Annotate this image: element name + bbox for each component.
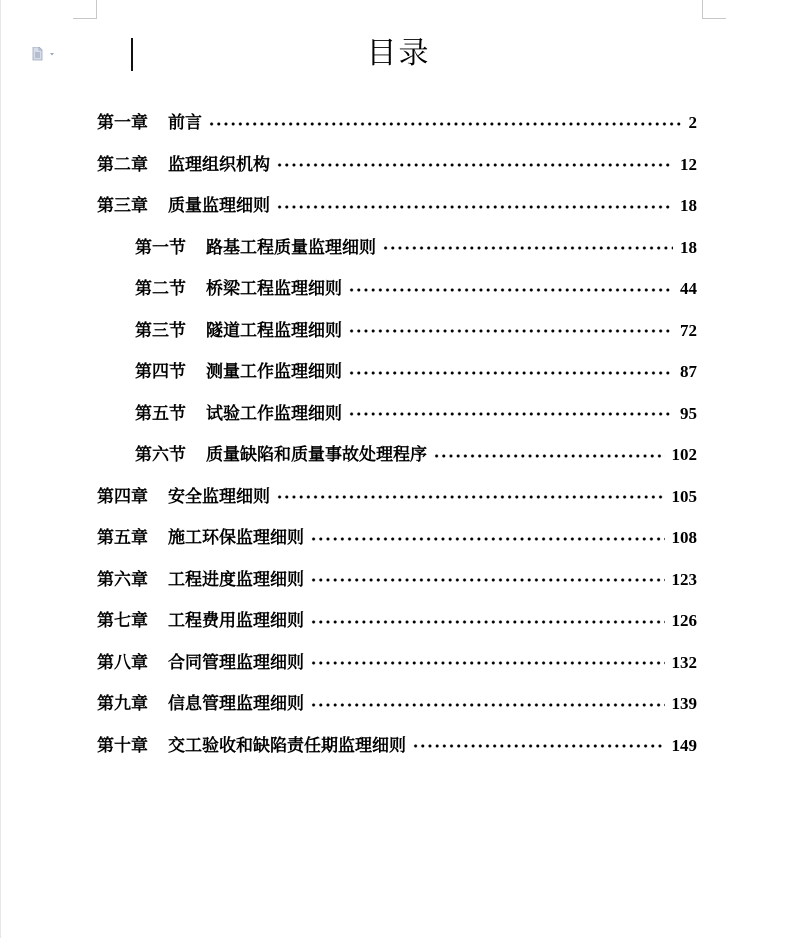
toc-entry-title: 信息管理监理细则 xyxy=(168,694,304,714)
toc-entry-title: 桥梁工程监理细则 xyxy=(206,279,342,299)
toc-entry-page-number: 132 xyxy=(671,652,697,672)
toc-dot-leader xyxy=(276,495,665,499)
toc-entry[interactable] xyxy=(97,310,697,352)
toc-entry-title: 工程费用监理细则 xyxy=(168,611,304,631)
toc-dot-leader xyxy=(433,454,665,458)
toc-entry[interactable] xyxy=(97,393,697,435)
toc-entry-number: 第三章 xyxy=(97,196,148,216)
toc-entry-number: 第一章 xyxy=(97,113,148,133)
toc-entry[interactable] xyxy=(97,434,697,476)
toc-entry-number: 第四章 xyxy=(97,486,148,507)
toc-entry-number: 第六节 xyxy=(135,445,186,465)
toc-entry[interactable] xyxy=(97,476,697,518)
toc-entry[interactable] xyxy=(97,268,697,310)
toc-entry-number: 第十章 xyxy=(97,735,148,756)
toc-dot-leader xyxy=(310,661,665,665)
toc-dot-leader xyxy=(348,329,673,333)
toc-dot-leader xyxy=(348,288,673,292)
toc-entry[interactable] xyxy=(97,517,697,559)
toc-entry[interactable] xyxy=(97,683,697,725)
toc-entry-number: 第七章 xyxy=(97,611,148,631)
toc-entry-page-number: 149 xyxy=(671,735,697,755)
toc-entry-page-number: 72 xyxy=(680,320,697,340)
toc-entry-page-number: 102 xyxy=(671,445,697,464)
toc-entry-number: 第五节 xyxy=(135,403,186,424)
toc-entry[interactable] xyxy=(97,351,697,393)
toc-entry-number: 第二节 xyxy=(135,279,186,299)
toc-entry-page-number: 126 xyxy=(671,611,697,630)
crop-mark-top-right-horizontal xyxy=(702,18,726,19)
toc-entry-title: 合同管理监理细则 xyxy=(168,652,304,673)
toc-dot-leader xyxy=(310,578,665,582)
toc-dot-leader xyxy=(208,122,682,126)
toc-entry-title: 监理组织机构 xyxy=(168,154,270,175)
toc-entry-title: 路基工程质量监理细则 xyxy=(206,237,376,258)
toc-entry-page-number: 12 xyxy=(680,154,697,174)
toc-dot-leader xyxy=(310,537,665,541)
crop-mark-top-left-vertical xyxy=(96,0,97,18)
toc-entry-number: 第二章 xyxy=(97,154,148,175)
toc-entry-title: 测量工作监理细则 xyxy=(206,362,342,382)
toc-entry[interactable] xyxy=(97,600,697,642)
page-title: 目录 xyxy=(366,36,431,71)
toc-dot-leader xyxy=(310,620,665,624)
toc-entry-page-number: 95 xyxy=(680,403,697,423)
toc-entry-page-number: 108 xyxy=(671,528,697,547)
toc-entry[interactable] xyxy=(97,559,697,601)
toc-entry-page-number: 87 xyxy=(680,362,697,381)
toc-dot-leader xyxy=(412,744,665,748)
toc-entry-title: 施工环保监理细则 xyxy=(168,528,304,548)
toc-dot-leader xyxy=(310,703,665,707)
toc-entry[interactable] xyxy=(97,185,697,227)
toc-entry[interactable] xyxy=(97,227,697,269)
toc-entry-number: 第九章 xyxy=(97,694,148,714)
toc-entry-title: 隧道工程监理细则 xyxy=(206,320,342,341)
toc-entry[interactable] xyxy=(97,725,697,767)
toc-entry[interactable] xyxy=(97,144,697,186)
table-of-contents xyxy=(97,102,697,766)
toc-entry-page-number: 18 xyxy=(680,196,697,215)
toc-entry[interactable] xyxy=(97,102,697,144)
toc-entry-number: 第八章 xyxy=(97,652,148,673)
toc-entry-number: 第六章 xyxy=(97,569,148,590)
toc-entry-number: 第四节 xyxy=(135,362,186,382)
toc-entry-number: 第三节 xyxy=(135,320,186,341)
toc-dot-leader xyxy=(276,205,673,209)
crop-mark-top-right-vertical xyxy=(702,0,703,18)
toc-entry-page-number: 123 xyxy=(671,569,697,589)
toc-entry-page-number: 2 xyxy=(688,113,697,132)
toc-entry-page-number: 44 xyxy=(680,279,697,298)
toc-dot-leader xyxy=(382,246,673,250)
toc-entry-title: 工程进度监理细则 xyxy=(168,569,304,590)
toc-entry-title: 试验工作监理细则 xyxy=(206,403,342,424)
toc-entry-number: 第一节 xyxy=(135,237,186,258)
toc-entry-title: 前言 xyxy=(168,113,202,133)
toc-entry-page-number: 105 xyxy=(671,486,697,506)
toc-entry[interactable] xyxy=(97,642,697,684)
toc-dot-leader xyxy=(276,163,673,167)
toc-entry-title: 安全监理细则 xyxy=(168,486,270,507)
toc-entry-number: 第五章 xyxy=(97,528,148,548)
toc-entry-page-number: 18 xyxy=(680,237,697,257)
toc-entry-title: 质量监理细则 xyxy=(168,196,270,216)
toc-entry-title: 质量缺陷和质量事故处理程序 xyxy=(206,445,427,465)
crop-mark-top-left-horizontal xyxy=(73,18,97,19)
toc-dot-leader xyxy=(348,371,673,375)
toc-entry-page-number: 139 xyxy=(671,694,697,713)
toc-dot-leader xyxy=(348,412,673,416)
toc-entry-title: 交工验收和缺陷责任期监理细则 xyxy=(168,735,406,756)
